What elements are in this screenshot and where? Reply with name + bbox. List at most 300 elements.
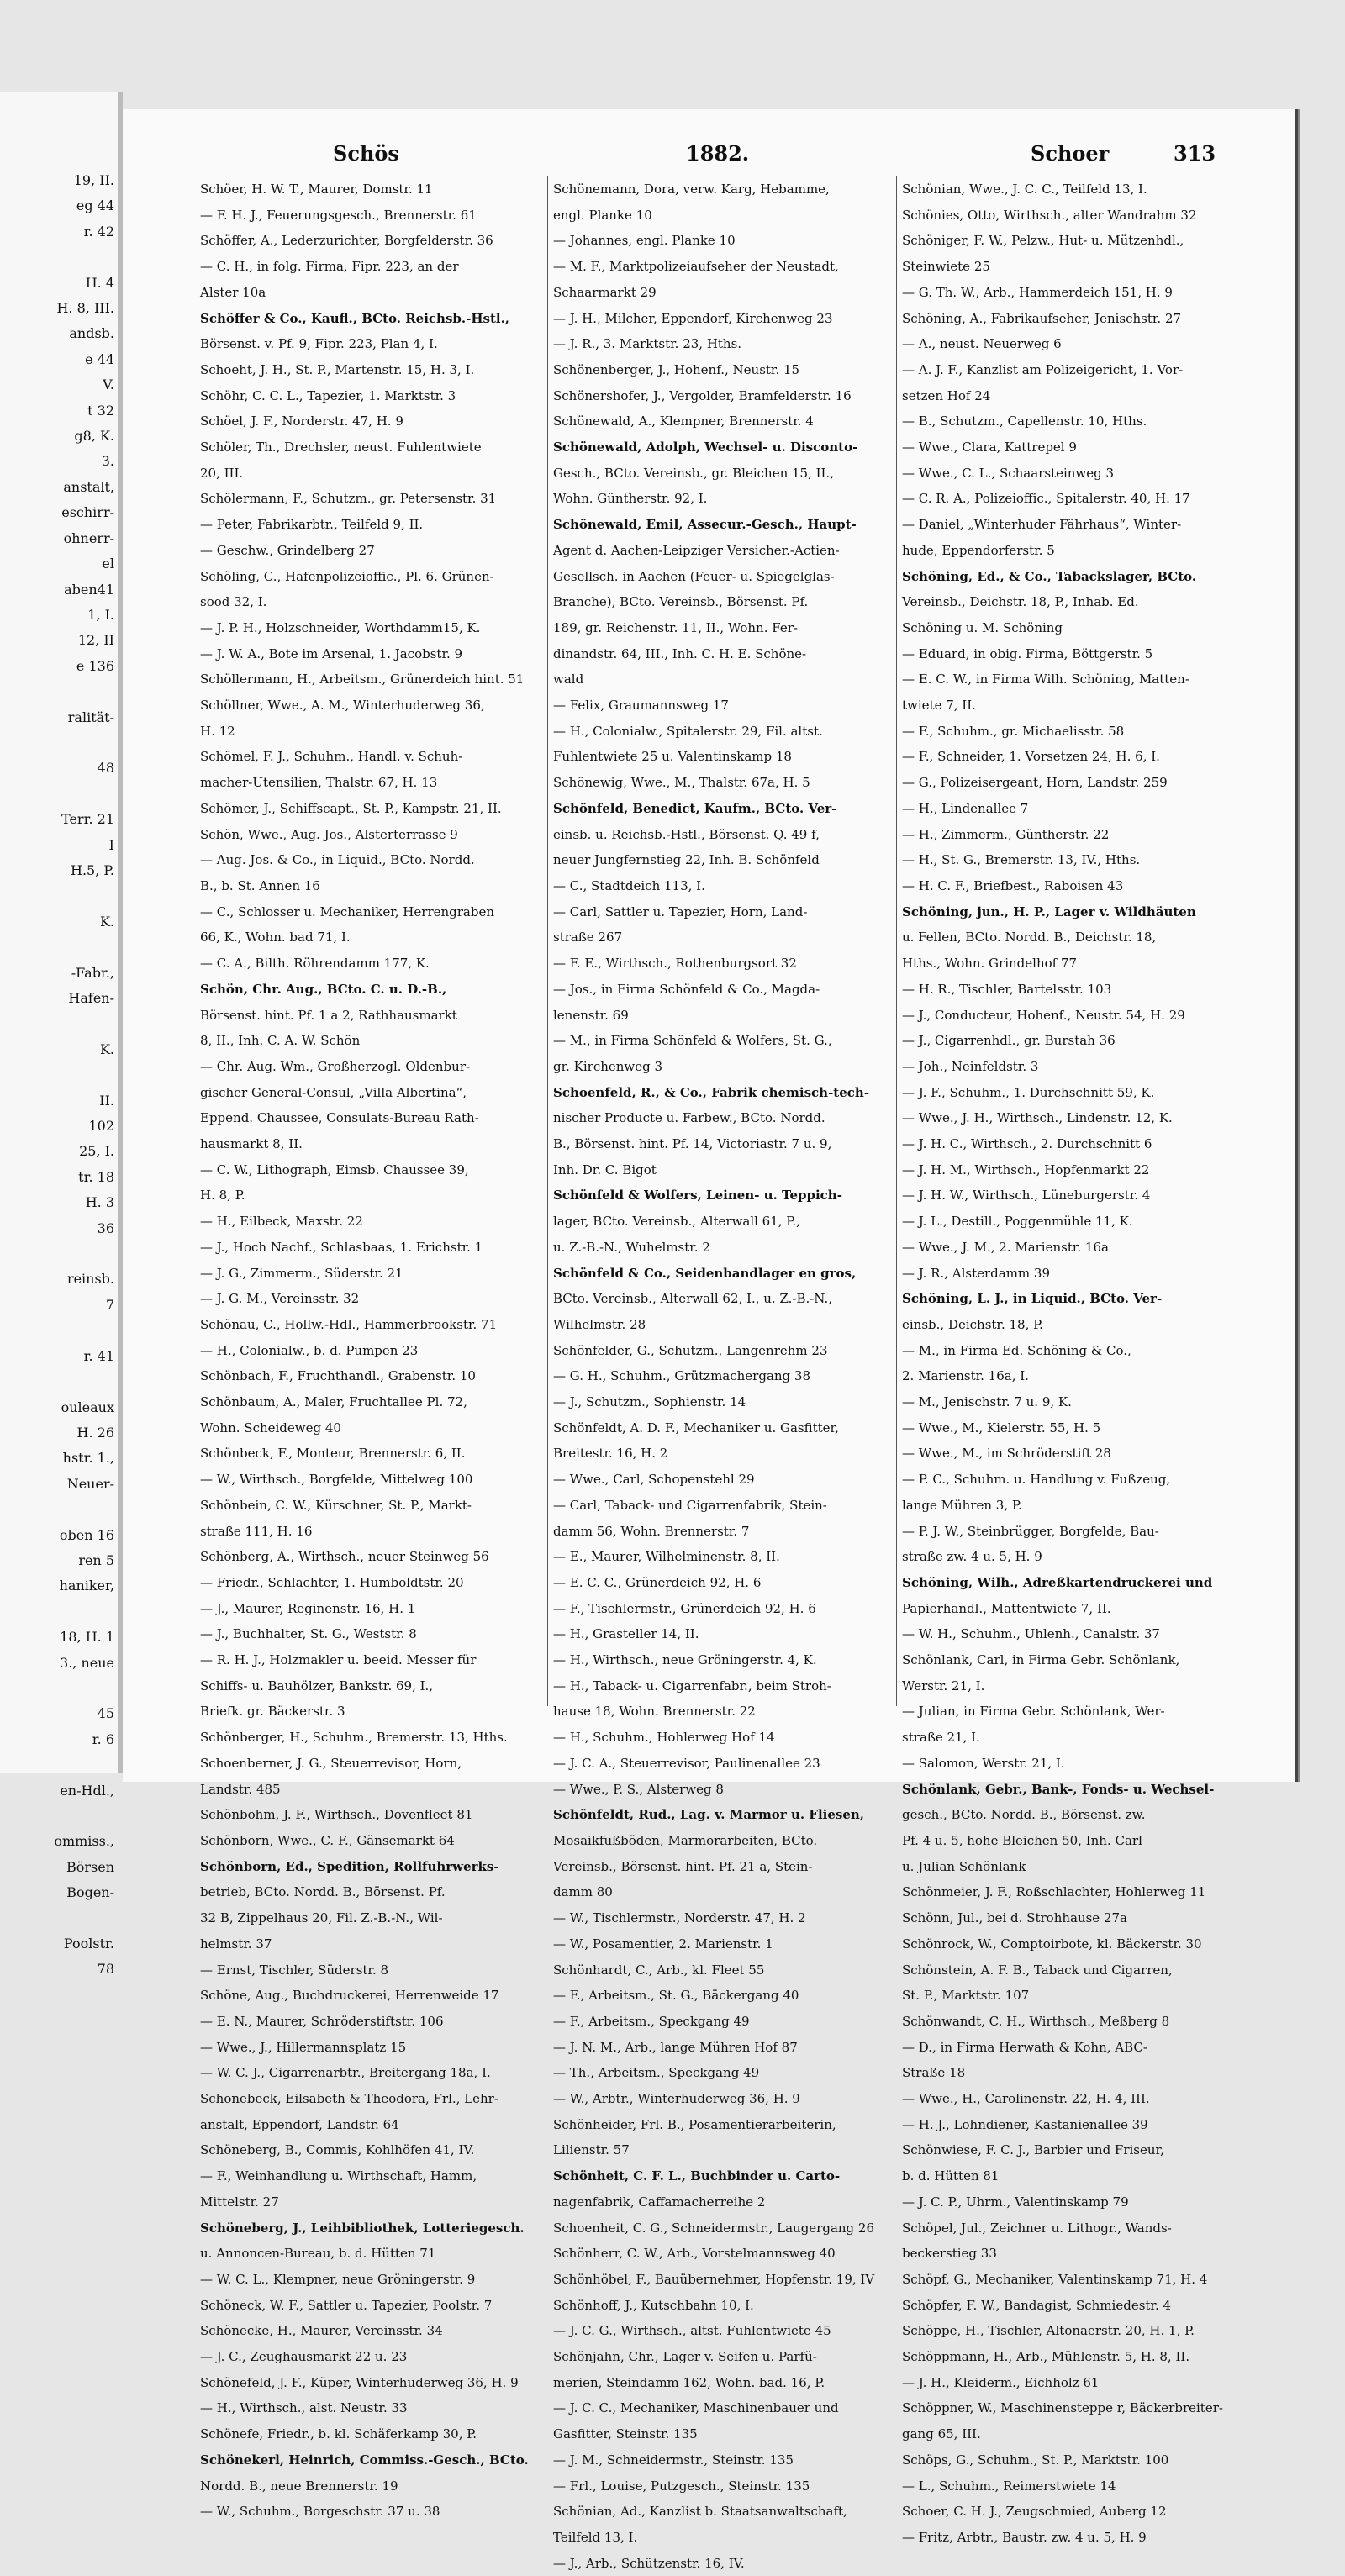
directory-entry-line: Schöniger, F. W., Pelzw., Hut- u. Mützenhdl., bbox=[902, 233, 1184, 249]
directory-entry-line: — A., neust. Neuerweg 6 bbox=[902, 336, 1062, 352]
directory-entry-line: Schön, Chr. Aug., BCto. C. u. D.-B., bbox=[200, 981, 447, 997]
directory-entry-line: — H. R., Tischler, Bartelsstr. 103 bbox=[902, 981, 1112, 997]
fragment-line: e 44 bbox=[85, 350, 114, 367]
directory-entry-line: gischer General-Consul, „Villa Albertina“, bbox=[200, 1084, 467, 1100]
directory-entry-line: Schönfeld & Co., Seidenbandlager en gros, bbox=[553, 1265, 857, 1281]
directory-entry-line: — J. H. C., Wirthsch., 2. Durchschnitt 6 bbox=[902, 1136, 1152, 1152]
directory-entry-line: Schöning, jun., H. P., Lager v. Wildhäuten bbox=[902, 903, 1196, 919]
directory-entry-line: — J. C. A., Steuerrevisor, Paulinenallee 23 bbox=[553, 1755, 820, 1771]
fragment-line: oben 16 bbox=[59, 1526, 114, 1543]
directory-entry-line: — Eduard, in obig. Firma, Böttgerstr. 5 bbox=[902, 645, 1153, 661]
directory-entry-line: — Wwe., J., Hillermannsplatz 15 bbox=[200, 2039, 407, 2055]
directory-entry-line: — W., Schuhm., Borgeschstr. 37 u. 38 bbox=[200, 2504, 440, 2520]
directory-entry-line: — M., in Firma Schönfeld & Wolfers, St. G., bbox=[553, 1033, 832, 1049]
directory-entry-line: merien, Steindamm 162, Wohn. bad. 16, P. bbox=[553, 2374, 825, 2390]
directory-entry-line: Vereinsb., Deichstr. 18, P., Inhab. Ed. bbox=[902, 594, 1139, 610]
fragment-line bbox=[54, 1241, 114, 1267]
directory-entry-line: Gasfitter, Steinstr. 135 bbox=[553, 2426, 698, 2442]
directory-entry-line: — J., Hoch Nachf., Schlasbaas, 1. Erichstr. 1 bbox=[200, 1239, 483, 1255]
fragment-line: 102 bbox=[88, 1118, 114, 1135]
directory-entry-line: Schönecke, H., Maurer, Vereinsstr. 34 bbox=[200, 2323, 443, 2339]
directory-entry-line: — W., Tischlermstr., Norderstr. 47, H. 2 bbox=[553, 1910, 806, 1926]
directory-entry-line: Schömel, F. J., Schuhm., Handl. v. Schuh- bbox=[200, 749, 463, 765]
directory-entry-line: — Joh., Neinfeldstr. 3 bbox=[902, 1058, 1039, 1074]
fragment-line: K. bbox=[99, 913, 114, 930]
directory-entry-line: Schoeht, J. H., St. P., Martenstr. 15, H. 3, I. bbox=[200, 361, 475, 377]
fragment-line: reinsb. bbox=[66, 1271, 114, 1288]
directory-entry-line: — J. C., Zeughausmarkt 22 u. 23 bbox=[200, 2349, 408, 2365]
directory-entry-line: Schöppner, W., Maschinensteppe r, Bäckerbreiter- bbox=[902, 2400, 1223, 2416]
directory-entry-line: H. 12 bbox=[200, 723, 235, 739]
directory-entry-line: — Chr. Aug. Wm., Großherzogl. Oldenbur- bbox=[200, 1058, 471, 1074]
directory-entry-line: Schönherr, C. W., Arb., Vorstelmannsweg 40 bbox=[553, 2246, 836, 2262]
directory-entry-line: nagenfabrik, Caffamacherreihe 2 bbox=[553, 2194, 766, 2210]
directory-entry-line: Schönbeck, F., Monteur, Brennerstr. 6, II. bbox=[200, 1446, 466, 1462]
fragment-line: Hafen- bbox=[68, 990, 114, 1006]
directory-entry-line: Schöler, Th., Drechsler, neust. Fuhlentwiete bbox=[200, 440, 482, 456]
directory-entry-line: Schönewald, A., Klempner, Brennerstr. 4 bbox=[553, 414, 814, 429]
directory-entry-line: — H., Schuhm., Hohlerweg Hof 14 bbox=[553, 1730, 775, 1746]
directory-entry-line: — D., in Firma Herwath & Kohn, ABC- bbox=[902, 2039, 1147, 2055]
directory-entry-line: B., Börsenst. hint. Pf. 14, Victoriastr. 7 u. 9, bbox=[553, 1136, 832, 1152]
directory-entry-line: — W., Wirthsch., Borgfelde, Mittelweg 100 bbox=[200, 1472, 473, 1488]
fragment-line bbox=[54, 1062, 114, 1088]
directory-entry-line: — H., Lindenallee 7 bbox=[902, 800, 1029, 816]
fragment-line bbox=[54, 1804, 114, 1829]
directory-entry-line: Schöning, Ed., & Co., Tabackslager, BCto. bbox=[902, 568, 1197, 584]
directory-entry-line: Schönberg, A., Wirthsch., neuer Steinweg 56 bbox=[200, 1549, 489, 1565]
directory-entry-line: — E. C. C., Grünerdeich 92, H. 6 bbox=[553, 1574, 762, 1590]
directory-entry-line: Schöning, Wilh., Adreßkartendruckerei und bbox=[902, 1574, 1213, 1590]
directory-entry-line: Schiffs- u. Bauhölzer, Bankstr. 69, I., bbox=[200, 1678, 434, 1694]
directory-entry-line: — Frl., Louise, Putzgesch., Steinstr. 135 bbox=[553, 2478, 810, 2494]
fragment-line bbox=[54, 679, 114, 704]
directory-entry-line: einsb. u. Reichsb.-Hstl., Börsenst. Q. 49 f, bbox=[553, 826, 820, 842]
directory-entry-line: Schönefe, Friedr., b. kl. Schäferkamp 30, P. bbox=[200, 2426, 477, 2442]
directory-entry-line: — H., Eilbeck, Maxstr. 22 bbox=[200, 1214, 363, 1230]
fragment-line: H. 4 bbox=[85, 274, 114, 291]
directory-entry-line: — J. R., Alsterdamm 39 bbox=[902, 1265, 1051, 1281]
directory-entry-line: — C. H., in folg. Firma, Fipr. 223, an der bbox=[200, 259, 459, 275]
directory-entry-line: gr. Kirchenweg 3 bbox=[553, 1058, 663, 1074]
fragment-line bbox=[54, 245, 114, 270]
directory-entry-line: Schöffer & Co., Kaufl., BCto. Reichsb.-Hstl., bbox=[200, 310, 510, 326]
fragment-line: 7 bbox=[105, 1296, 114, 1313]
directory-entry-line: damm 80 bbox=[553, 1884, 613, 1900]
directory-entry-line: — F., Tischlermstr., Grünerdeich 92, H. 6 bbox=[553, 1600, 816, 1616]
directory-entry-line: — A. J. F., Kanzlist am Polizeigericht, 1. Vor- bbox=[902, 361, 1184, 377]
directory-entry-line: lange Mühren 3, P. bbox=[902, 1497, 1022, 1513]
directory-entry-line: Schönewald, Adolph, Wechsel- u. Disconto- bbox=[553, 440, 858, 456]
directory-entry-line: Schöhr, C. C. L., Tapezier, 1. Marktstr. 3 bbox=[200, 387, 456, 403]
directory-entry-line: Papierhandl., Mattentwiete 7, II. bbox=[902, 1600, 1111, 1616]
directory-entry-line: — G., Polizeisergeant, Horn, Landstr. 259 bbox=[902, 775, 1168, 791]
fragment-line: 19, II. bbox=[73, 172, 114, 188]
fragment-line: Poolstr. bbox=[63, 1936, 114, 1952]
directory-entry-line: — Fritz, Arbtr., Baustr. zw. 4 u. 5, H. 9 bbox=[902, 2529, 1147, 2545]
directory-entry-line: Nordd. B., neue Brennerstr. 19 bbox=[200, 2478, 398, 2494]
directory-entry-line: Schönian, Wwe., J. C. C., Teilfeld 13, I. bbox=[902, 182, 1147, 197]
fragment-line: K. bbox=[99, 1040, 114, 1057]
directory-entry-line: — J. L., Destill., Poggenmühle 11, K. bbox=[902, 1214, 1133, 1230]
directory-entry-line: Schöel, J. F., Norderstr. 47, H. 9 bbox=[200, 414, 404, 429]
directory-entry-line: — J. H. M., Wirthsch., Hopfenmarkt 22 bbox=[902, 1162, 1150, 1177]
directory-entry-line: — J. G., Zimmerm., Süderstr. 21 bbox=[200, 1265, 404, 1281]
directory-entry-line: straße 111, H. 16 bbox=[200, 1523, 313, 1539]
directory-entry-line: — E., Maurer, Wilhelminenstr. 8, II. bbox=[553, 1549, 780, 1565]
directory-entry-line: — C., Schlosser u. Mechaniker, Herrengraben bbox=[200, 903, 495, 919]
directory-entry-line: — F., Arbeitsm., Speckgang 49 bbox=[553, 2013, 750, 2029]
directory-entry-line: Schöning, L. J., in Liquid., BCto. Ver- bbox=[902, 1291, 1163, 1307]
directory-entry-line: 2. Marienstr. 16a, I. bbox=[902, 1368, 1029, 1384]
directory-entry-line: 20, III. bbox=[200, 465, 244, 481]
directory-entry-line: — H., Colonialw., Spitalerstr. 29, Fil. altst. bbox=[553, 723, 823, 739]
directory-entry-line: — Th., Arbeitsm., Speckgang 49 bbox=[553, 2065, 760, 2081]
previous-page-fragment bbox=[0, 92, 120, 1978]
fragment-line: 1, I. bbox=[87, 606, 114, 623]
directory-entry-line: 8, II., Inh. C. A. W. Schön bbox=[200, 1033, 361, 1049]
directory-entry-line: Inh. Dr. C. Bigot bbox=[553, 1162, 657, 1177]
directory-entry-line: macher-Utensilien, Thalstr. 67, H. 13 bbox=[200, 775, 438, 791]
directory-entry-line: — Wwe., Carl, Schopenstehl 29 bbox=[553, 1472, 755, 1488]
fragment-line: ohnerr- bbox=[63, 529, 114, 546]
fragment-line: 18, H. 1 bbox=[60, 1629, 114, 1646]
fragment-line: r. 6 bbox=[92, 1731, 114, 1747]
fragment-line: haniker, bbox=[59, 1578, 114, 1594]
directory-entry-line: Schönefeld, J. F., Küper, Winterhuderweg 36, H. 9 bbox=[200, 2374, 519, 2390]
directory-entry-line: — H., Wirthsch., neue Gröningerstr. 4, K. bbox=[553, 1652, 817, 1668]
directory-entry-line: Schönbach, F., Fruchthandl., Grabenstr. 10 bbox=[200, 1368, 476, 1384]
directory-entry-line: Schöpfer, F. W., Bandagist, Schmiedestr. 4 bbox=[902, 2297, 1172, 2313]
directory-entry-line: Gesellsch. in Aachen (Feuer- u. Spiegelglas- bbox=[553, 568, 835, 584]
fragment-line: g8, K. bbox=[74, 428, 114, 445]
directory-entry-line: — Geschw., Grindelberg 27 bbox=[200, 542, 375, 558]
directory-entry-line: Schönfeld & Wolfers, Leinen- u. Teppich- bbox=[553, 1188, 842, 1204]
fragment-line bbox=[54, 1369, 114, 1394]
directory-entry-line: — J. N. M., Arb., lange Mühren Hof 87 bbox=[553, 2039, 798, 2055]
directory-entry-line: Hths., Wohn. Grindelhof 77 bbox=[902, 956, 1078, 972]
fragment-line: H. 3 bbox=[85, 1194, 114, 1211]
directory-entry-line: Steinwiete 25 bbox=[902, 259, 990, 275]
fragment-line: eschirr- bbox=[61, 504, 114, 521]
directory-entry-line: — H., Colonialw., b. d. Pumpen 23 bbox=[200, 1342, 419, 1358]
directory-entry-line: — J. P. H., Holzschneider, Worthdamm15, K. bbox=[200, 619, 481, 635]
directory-column-3 bbox=[902, 176, 1280, 2551]
directory-entry-line: — J. W. A., Bote im Arsenal, 1. Jacobstr. 9 bbox=[200, 645, 463, 661]
directory-entry-line: hude, Eppendorferstr. 5 bbox=[902, 542, 1055, 558]
directory-entry-line: Schönjahn, Chr., Lager v. Seifen u. Parfü- bbox=[553, 2349, 817, 2365]
directory-entry-line: Schoenheit, C. G., Schneidermstr., Laugergang 26 bbox=[553, 2220, 875, 2236]
directory-entry-line: Schönlank, Gebr., Bank-, Fonds- u. Wechsel- bbox=[902, 1781, 1215, 1797]
directory-entry-line: straße zw. 4 u. 5, H. 9 bbox=[902, 1549, 1042, 1565]
directory-entry-line: helmstr. 37 bbox=[200, 1936, 272, 1952]
directory-entry-line: — H. C. F., Briefbest., Raboisen 43 bbox=[902, 877, 1124, 893]
fragment-line: V. bbox=[103, 377, 114, 393]
fragment-line bbox=[54, 1676, 114, 1701]
directory-entry-line: — J. C. P., Uhrm., Valentinskamp 79 bbox=[902, 2194, 1129, 2210]
directory-entry-line: — E. N., Maurer, Schröderstiftstr. 106 bbox=[200, 2013, 444, 2029]
fragment-line: I bbox=[108, 836, 114, 853]
directory-entry-line: Schoer, C. H. J., Zeugschmied, Auberg 12 bbox=[902, 2504, 1167, 2520]
directory-entry-line: Schönberger, H., Schuhm., Bremerstr. 13, Hths. bbox=[200, 1730, 508, 1746]
directory-entry-line: lenenstr. 69 bbox=[553, 1007, 629, 1023]
fragment-line: Terr. 21 bbox=[61, 811, 114, 828]
fragment-line: H.5, P. bbox=[71, 861, 114, 878]
directory-entry-line: Schön, Wwe., Aug. Jos., Alsterterrasse 9 bbox=[200, 826, 458, 842]
fragment-line: el bbox=[102, 556, 114, 572]
directory-entry-line: Schölermann, F., Schutzm., gr. Petersenstr. 31 bbox=[200, 491, 497, 507]
directory-entry-line: — M., in Firma Ed. Schöning & Co., bbox=[902, 1342, 1131, 1358]
fragment-line: en-Hdl., bbox=[60, 1782, 114, 1799]
fragment-line: 45 bbox=[97, 1705, 114, 1722]
directory-entry-line: — J., Buchhalter, St. G., Weststr. 8 bbox=[200, 1626, 417, 1642]
fragment-line: 3. bbox=[101, 453, 114, 470]
directory-entry-line: Schönlank, Carl, in Firma Gebr. Schönlank, bbox=[902, 1652, 1180, 1668]
directory-entry-line: — Johannes, engl. Planke 10 bbox=[553, 233, 736, 249]
fragment-line: anstalt, bbox=[63, 478, 114, 495]
directory-entry-line: — F. H. J., Feuerungsgesch., Brennerstr. 61 bbox=[200, 207, 477, 223]
directory-entry-line: u. Annoncen-Bureau, b. d. Hütten 71 bbox=[200, 2246, 436, 2262]
directory-entry-line: Straße 18 bbox=[902, 2065, 966, 2081]
directory-entry-line: neuer Jungfernstieg 22, Inh. B. Schönfeld bbox=[553, 852, 820, 868]
directory-entry-line: Schöneberg, B., Commis, Kohlhöfen 41, IV. bbox=[200, 2142, 475, 2158]
directory-entry-line: — P. J. W., Steinbrügger, Borgfelde, Bau- bbox=[902, 1523, 1159, 1539]
fragment-line: ren 5 bbox=[78, 1551, 114, 1568]
directory-entry-line: — F., Arbeitsm., St. G., Bäckergang 40 bbox=[553, 1988, 799, 2004]
fragment-line bbox=[54, 1011, 114, 1036]
directory-entry-line: — J., Cigarrenhdl., gr. Burstah 36 bbox=[902, 1033, 1116, 1049]
directory-entry-line: — H. J., Lohndiener, Kastanienallee 39 bbox=[902, 2116, 1148, 2132]
directory-entry-line: 32 B, Zippelhaus 20, Fil. Z.-B.-N., Wil- bbox=[200, 1910, 443, 1926]
directory-entry-line: Schöneberg, J., Leihbibliothek, Lotteriegesch. bbox=[200, 2220, 525, 2236]
directory-entry-line: Schönmeier, J. F., Roßschlachter, Hohlerweg 11 bbox=[902, 1884, 1206, 1900]
directory-entry-line: — P. C., Schuhm. u. Handlung v. Fußzeug, bbox=[902, 1472, 1171, 1488]
directory-entry-line: — Aug. Jos. & Co., in Liquid., BCto. Nordd. bbox=[200, 852, 475, 868]
fragment-line: eg 44 bbox=[76, 198, 114, 214]
directory-entry-line: Schöllermann, H., Arbeitsm., Grünerdeich hint. 51 bbox=[200, 672, 525, 687]
fragment-line bbox=[54, 1906, 114, 1931]
directory-entry-line: — M. F., Marktpolizeiaufseher der Neustadt, bbox=[553, 259, 839, 275]
directory-entry-line: Schoenberner, J. G., Steuerrevisor, Horn, bbox=[200, 1755, 462, 1771]
directory-entry-line: sood 32, I. bbox=[200, 594, 267, 610]
directory-entry-line: u. Fellen, BCto. Nordd. B., Deichstr. 18, bbox=[902, 930, 1157, 946]
directory-entry-line: — F., Schuhm., gr. Michaelisstr. 58 bbox=[902, 723, 1125, 739]
directory-entry-line: Schöpel, Jul., Zeichner u. Lithogr., Wands- bbox=[902, 2220, 1172, 2236]
directory-entry-line: Schönstein, A. F. B., Taback und Cigarren, bbox=[902, 1962, 1173, 1978]
directory-entry-line: Schönenberger, J., Hohenf., Neustr. 15 bbox=[553, 361, 800, 377]
directory-entry-line: Schöffer, A., Lederzurichter, Borgfelderstr. 36 bbox=[200, 233, 493, 249]
header-left-word: Schös bbox=[333, 141, 399, 166]
directory-entry-line: gesch., BCto. Nordd. B., Börsenst. zw. bbox=[902, 1807, 1146, 1823]
fragment-line: ouleaux bbox=[61, 1399, 114, 1415]
directory-entry-line: Breitestr. 16, H. 2 bbox=[553, 1446, 668, 1462]
directory-entry-line: — Felix, Graumannsweg 17 bbox=[553, 698, 729, 714]
directory-entry-line: — Wwe., Clara, Kattrepel 9 bbox=[902, 440, 1077, 456]
running-header bbox=[123, 141, 1295, 175]
directory-entry-line: B., b. St. Annen 16 bbox=[200, 877, 320, 893]
fragment-line bbox=[54, 730, 114, 756]
fragment-line: 48 bbox=[97, 760, 114, 777]
fragment-line: 12, II bbox=[77, 632, 114, 649]
directory-entry-line: — J. C. C., Mechaniker, Maschinenbauer und bbox=[553, 2400, 839, 2416]
directory-entry-line: Schöppmann, H., Arb., Mühlenstr. 5, H. 8, II. bbox=[902, 2349, 1190, 2365]
directory-entry-line: — E. C. W., in Firma Wilh. Schöning, Matten- bbox=[902, 672, 1189, 687]
directory-entry-line: Schönau, C., Hollw.-Hdl., Hammerbrookstr. 71 bbox=[200, 1316, 498, 1332]
fragment-line: Neuer- bbox=[66, 1475, 114, 1492]
directory-entry-line: — Wwe., M., Kielerstr. 55, H. 5 bbox=[902, 1420, 1101, 1436]
fragment-line: 78 bbox=[97, 1961, 114, 1978]
directory-entry-line: Werstr. 21, I. bbox=[902, 1678, 985, 1694]
directory-entry-line: — H., St. G., Bremerstr. 13, IV., Hths. bbox=[902, 852, 1141, 868]
directory-entry-line: — G. H., Schuhm., Grützmachergang 38 bbox=[553, 1368, 811, 1384]
directory-entry-line: — H., Zimmerm., Güntherstr. 22 bbox=[902, 826, 1110, 842]
directory-entry-line: — C. A., Bilth. Röhrendamm 177, K. bbox=[200, 956, 430, 972]
directory-entry-line: — J. C. G., Wirthsch., altst. Fuhlentwiete 45 bbox=[553, 2323, 831, 2339]
directory-entry-line: Schönn, Jul., bei d. Strohhause 27a bbox=[902, 1910, 1127, 1926]
fragment-line: H. 26 bbox=[76, 1424, 114, 1441]
directory-entry-line: Fuhlentwiete 25 u. Valentinskamp 18 bbox=[553, 749, 792, 765]
fragment-line: e 136 bbox=[76, 657, 114, 674]
directory-entry-line: Schonebeck, Eilsabeth & Theodora, Frl., Lehr- bbox=[200, 2091, 498, 2107]
directory-entry-line: — Wwe., J. H., Wirthsch., Lindenstr. 12, K. bbox=[902, 1110, 1173, 1126]
directory-entry-line: Börsenst. v. Pf. 9, Fipr. 223, Plan 4, I. bbox=[200, 336, 438, 352]
directory-entry-line: — C., Stadtdeich 113, I. bbox=[553, 877, 705, 893]
directory-entry-line: — J. G. M., Vereinsstr. 32 bbox=[200, 1291, 360, 1307]
directory-entry-line: — Carl, Sattler u. Tapezier, Horn, Land- bbox=[553, 903, 808, 919]
directory-entry-line: Vereinsb., Börsenst. hint. Pf. 21 a, Stein- bbox=[553, 1858, 813, 1874]
fragment-line bbox=[54, 1318, 114, 1343]
fragment-line: 3., neue bbox=[60, 1654, 114, 1671]
directory-entry-line: straße 21, I. bbox=[902, 1730, 980, 1746]
directory-entry-line: beckerstieg 33 bbox=[902, 2246, 997, 2262]
directory-entry-line: Schönborn, Wwe., C. F., Gänsemarkt 64 bbox=[200, 1833, 455, 1848]
directory-page bbox=[123, 109, 1298, 2571]
directory-entry-line: — J. H., Kleiderm., Eichholz 61 bbox=[902, 2374, 1100, 2390]
directory-entry-line: — W., Posamentier, 2. Marienstr. 1 bbox=[553, 1936, 773, 1952]
directory-entry-line: — Wwe., C. L., Schaarsteinweg 3 bbox=[902, 465, 1115, 481]
directory-entry-line: setzen Hof 24 bbox=[902, 387, 991, 403]
directory-entry-line: Schönfelder, G., Schutzm., Langenrehm 23 bbox=[553, 1342, 828, 1358]
directory-entry-line: Schömer, J., Schiffscapt., St. P., Kampstr. 21, II. bbox=[200, 800, 502, 816]
directory-entry-line: Schönershofer, J., Vergolder, Bramfelderstr. 16 bbox=[553, 387, 852, 403]
directory-entry-line: — W. C. L., Klempner, neue Gröningerstr. 9 bbox=[200, 2271, 476, 2287]
directory-entry-line: Schönies, Otto, Wirthsch., alter Wandrahm 32 bbox=[902, 207, 1197, 223]
directory-entry-line: — C. R. A., Polizeioffic., Spitalerstr. 40, H. 17 bbox=[902, 491, 1190, 507]
directory-entry-line: Eppend. Chaussee, Consulats-Bureau Rath- bbox=[200, 1110, 479, 1126]
fragment-line: r. 42 bbox=[83, 223, 114, 240]
fragment-line: -Fabr., bbox=[71, 964, 114, 981]
directory-entry-line: Schönwiese, F. C. J., Barbier und Friseur, bbox=[902, 2142, 1164, 2158]
directory-entry-line: straße 267 bbox=[553, 930, 623, 946]
fragment-line bbox=[54, 935, 114, 960]
directory-entry-line: — R. H. J., Holzmakler u. beeid. Messer für bbox=[200, 1652, 477, 1668]
directory-entry-line: Schönewig, Wwe., M., Thalstr. 67a, H. 5 bbox=[553, 775, 810, 791]
directory-entry-line: — J., Conducteur, Hohenf., Neustr. 54, H. 29 bbox=[902, 1007, 1185, 1023]
directory-entry-line: — Julian, in Firma Gebr. Schönlank, Wer- bbox=[902, 1704, 1165, 1720]
directory-entry-line: Schoenfeld, R., & Co., Fabrik chemisch-tech- bbox=[553, 1084, 870, 1100]
directory-entry-line: Schaarmarkt 29 bbox=[553, 284, 657, 300]
directory-entry-line: — Ernst, Tischler, Süderstr. 8 bbox=[200, 1962, 389, 1978]
directory-entry-line: Mittelstr. 27 bbox=[200, 2194, 279, 2210]
directory-entry-line: hausmarkt 8, II. bbox=[200, 1136, 303, 1152]
fragment-line: andsb. bbox=[69, 325, 114, 342]
directory-entry-line: engl. Planke 10 bbox=[553, 207, 652, 223]
directory-entry-line: Schönwandt, C. H., Wirthsch., Meßberg 8 bbox=[902, 2013, 1170, 2029]
directory-entry-line: — B., Schutzm., Capellenstr. 10, Hths. bbox=[902, 414, 1147, 429]
directory-entry-line: Alster 10a bbox=[200, 284, 266, 300]
page-number: 313 bbox=[1174, 141, 1216, 166]
directory-entry-line: — W. H., Schuhm., Uhlenh., Canalstr. 37 bbox=[902, 1626, 1160, 1642]
directory-entry-line: — H., Wirthsch., alst. Neustr. 33 bbox=[200, 2400, 408, 2416]
directory-entry-line: Wohn. Scheideweg 40 bbox=[200, 1420, 341, 1436]
directory-entry-line: Agent d. Aachen-Leipziger Versicher.-Actien- bbox=[553, 542, 840, 558]
directory-entry-line: 66, K., Wohn. bad 71, I. bbox=[200, 930, 351, 946]
directory-entry-line: Schöning, A., Fabrikaufseher, Jenischstr. 27 bbox=[902, 310, 1182, 326]
directory-entry-line: — W., Arbtr., Winterhuderweg 36, H. 9 bbox=[553, 2091, 800, 2107]
directory-entry-line: Briefk. gr. Bäckerstr. 3 bbox=[200, 1704, 345, 1720]
directory-entry-line: Wohn. Güntherstr. 92, I. bbox=[553, 491, 708, 507]
directory-entry-line: Schöling, C., Hafenpolizeioffic., Pl. 6. Grünen- bbox=[200, 568, 494, 584]
directory-entry-line: Branche), BCto. Vereinsb., Börsenst. Pf. bbox=[553, 594, 809, 610]
fragment-line: r. 41 bbox=[83, 1347, 114, 1364]
directory-entry-line: Schönekerl, Heinrich, Commiss.-Gesch., BCto. bbox=[200, 2452, 529, 2468]
directory-entry-line: Schönbein, C. W., Kürschner, St. P., Markt- bbox=[200, 1497, 472, 1513]
directory-entry-line: wald bbox=[553, 672, 584, 687]
directory-entry-line: Schöning u. M. Schöning bbox=[902, 619, 1063, 635]
fragment-line: ralität- bbox=[67, 709, 114, 725]
directory-entry-line: H. 8, P. bbox=[200, 1188, 245, 1204]
directory-entry-line: twiete 7, II. bbox=[902, 698, 976, 714]
directory-entry-line: u. Z.-B.-N., Wuhelmstr. 2 bbox=[553, 1239, 710, 1255]
directory-entry-line: — J. H., Milcher, Eppendorf, Kirchenweg 23 bbox=[553, 310, 833, 326]
directory-entry-line: Schönemann, Dora, verw. Karg, Hebamme, bbox=[553, 182, 830, 197]
directory-entry-line: — Wwe., P. S., Alsterweg 8 bbox=[553, 1781, 724, 1797]
directory-entry-line: betrieb, BCto. Nordd. B., Börsenst. Pf. bbox=[200, 1884, 446, 1900]
fragment-line: hstr. 1., bbox=[62, 1450, 114, 1467]
directory-entry-line: Schöpf, G., Mechaniker, Valentinskamp 71, H. 4 bbox=[902, 2271, 1208, 2287]
directory-entry-line: Schönhöbel, F., Bauübernehmer, Hopfenstr. 19, IV bbox=[553, 2271, 875, 2287]
directory-entry-line: Schönewald, Emil, Assecur.-Gesch., Haupt- bbox=[553, 517, 857, 533]
directory-entry-line: Lilienstr. 57 bbox=[553, 2142, 630, 2158]
fragment-line: ommiss., bbox=[54, 1833, 114, 1850]
fragment-line: Bogen- bbox=[66, 1884, 114, 1901]
directory-entry-line: — J., Maurer, Reginenstr. 16, H. 1 bbox=[200, 1600, 416, 1616]
directory-entry-line: u. Julian Schönlank bbox=[902, 1858, 1026, 1874]
fragment-line bbox=[54, 1599, 114, 1625]
directory-entry-line: — H., Taback- u. Cigarrenfabr., beim Stroh- bbox=[553, 1678, 831, 1694]
fragment-line bbox=[54, 1497, 114, 1522]
directory-entry-line: Schöer, H. W. T., Maurer, Domstr. 11 bbox=[200, 182, 433, 197]
directory-entry-line: Börsenst. hint. Pf. 1 a 2, Rathhausmarkt bbox=[200, 1007, 457, 1023]
directory-entry-line: Schöne, Aug., Buchdruckerei, Herrenweide 17 bbox=[200, 1988, 499, 2004]
header-right-word: Schoer bbox=[1031, 141, 1110, 166]
directory-entry-line: einsb., Deichstr. 18, P. bbox=[902, 1316, 1043, 1332]
directory-entry-line: Teilfeld 13, I. bbox=[553, 2529, 638, 2545]
directory-entry-line: — W. C. J., Cigarrenarbtr., Breitergang 18a, I. bbox=[200, 2065, 491, 2081]
directory-entry-line: Schönbohm, J. F., Wirthsch., Dovenfleet 81 bbox=[200, 1807, 473, 1823]
fragment-line: tr. 18 bbox=[78, 1168, 114, 1185]
directory-entry-line: — J., Schutzm., Sophienstr. 14 bbox=[553, 1394, 746, 1410]
directory-column-2 bbox=[553, 176, 923, 2576]
directory-entry-line: b. d. Hütten 81 bbox=[902, 2168, 1000, 2184]
directory-entry-line: — Daniel, „Winterhuder Fährhaus“, Winter- bbox=[902, 517, 1182, 533]
directory-entry-line: — F., Weinhandlung u. Wirthschaft, Hamm, bbox=[200, 2168, 477, 2184]
directory-entry-line: Schönborn, Ed., Spedition, Rollfuhrwerks- bbox=[200, 1858, 499, 1874]
header-year: 1882. bbox=[686, 141, 750, 166]
previous-page-text bbox=[54, 168, 114, 1983]
directory-entry-line: Schönheider, Frl. B., Posamentierarbeiterin, bbox=[553, 2116, 836, 2132]
directory-entry-line: BCto. Vereinsb., Alterwall 62, I., u. Z.-B.-N., bbox=[553, 1291, 833, 1307]
